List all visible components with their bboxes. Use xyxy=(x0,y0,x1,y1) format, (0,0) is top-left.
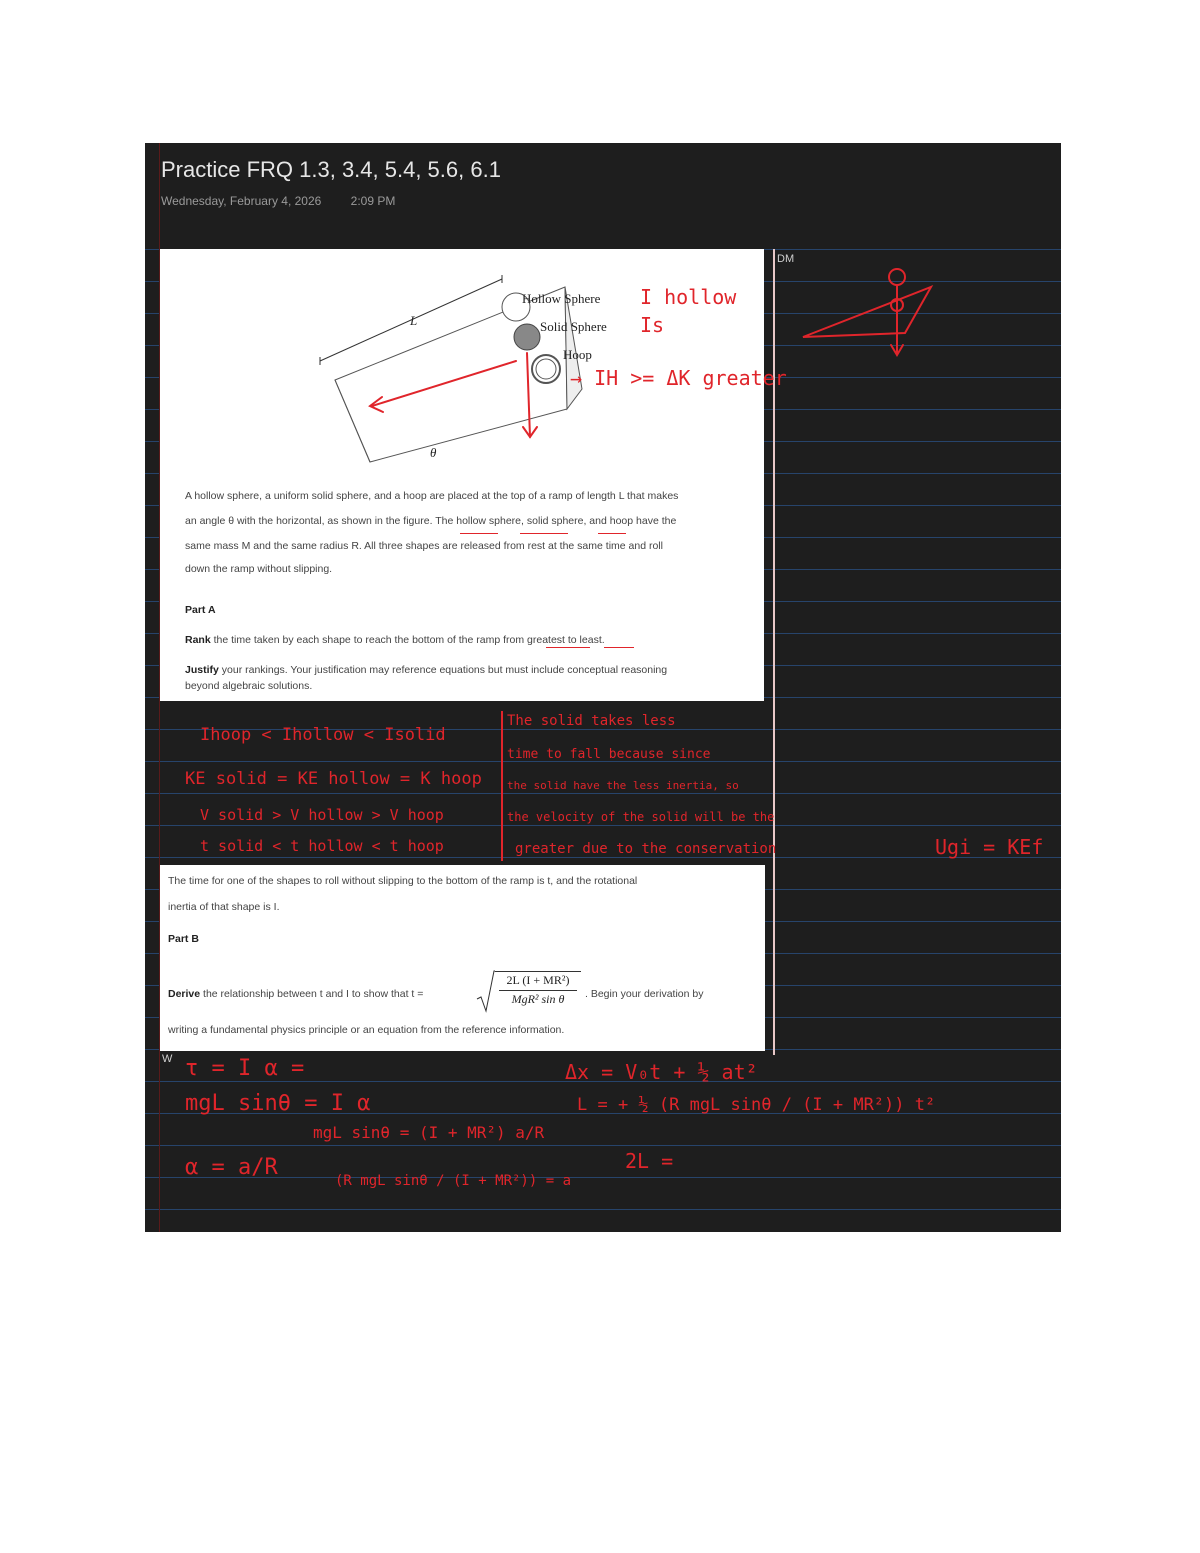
ink-derivation-line[interactable]: mgL sinθ = I α xyxy=(185,1091,371,1116)
derive-tail: . Begin your derivation by xyxy=(585,988,704,1000)
w-tag: W xyxy=(162,1053,173,1065)
derive-instruction-2: writing a fundamental physics principle or an equation from the reference information. xyxy=(168,1024,565,1036)
angle-label: θ xyxy=(430,445,437,460)
length-label: L xyxy=(410,313,418,328)
hollow-sphere-label: Hollow Sphere xyxy=(522,291,601,306)
ink-underline xyxy=(546,647,590,648)
ink-underline xyxy=(460,533,498,534)
part-a-heading: Part A xyxy=(185,604,216,616)
page-title[interactable]: Practice FRQ 1.3, 3.4, 5.4, 5.6, 6.1 xyxy=(161,157,501,182)
page-date: Wednesday, February 4, 2026 xyxy=(161,194,322,208)
ink-derivation-line[interactable]: L = + ½ (R mgL sinθ / (I + MR²)) t² xyxy=(577,1095,936,1115)
ink-ranking-line[interactable]: KE solid = KE hollow = K hoop xyxy=(185,769,482,789)
rank-instruction xyxy=(185,628,605,653)
ink-ranking-line[interactable]: Ihoop < Ihollow < Isolid xyxy=(200,725,446,745)
ink-justification-line[interactable]: time to fall because since xyxy=(507,747,711,762)
problem-intro-line: an angle θ with the horizontal, as shown in the figure. The hollow sphere, solid sphere, and hoop have the xyxy=(185,515,677,527)
problem-intro-line: down the ramp without slipping. xyxy=(185,563,333,575)
ink-gravity-arrow xyxy=(527,353,530,437)
ink-ranking-line[interactable]: V solid > V hollow > V hoop xyxy=(200,806,444,824)
formula-numerator: 2L (I + MR²) xyxy=(506,973,570,987)
part-b-intro-line: inertia of that shape is I. xyxy=(168,901,280,913)
ink-derivation-line[interactable]: (R mgL sinθ / (I + MR²)) = a xyxy=(335,1173,572,1189)
ruled-line xyxy=(145,793,1061,794)
ink-derivation-line[interactable]: 2L = xyxy=(625,1149,674,1173)
ink-derivation-line[interactable]: mgL sinθ = (I + MR²) a/R xyxy=(313,1123,545,1142)
ink-justification-line[interactable]: the velocity of the solid will be the xyxy=(507,810,775,824)
formula-denominator: MgR² sin θ xyxy=(511,992,565,1006)
solid-sphere-shape xyxy=(514,324,540,350)
ink-derivation-line[interactable]: α = a/R xyxy=(185,1155,278,1180)
sqrt-bar xyxy=(495,971,581,972)
ink-ranking-line[interactable]: t solid < t hollow < t hoop xyxy=(200,837,444,855)
ink-side-note[interactable]: → IH >= ΔK greater xyxy=(570,366,787,390)
solid-sphere-label: Solid Sphere xyxy=(540,319,607,334)
ink-derivation-line[interactable]: Δx = V₀t + ½ at² xyxy=(565,1060,758,1084)
derive-instruction xyxy=(168,982,423,1007)
problem-intro-line: A hollow sphere, a uniform solid sphere, and a hoop are placed at the top of a ramp of length L that makes xyxy=(185,490,679,502)
rank-text: the time taken by each shape to reach the bottom of the ramp from greatest to least. xyxy=(210,634,605,646)
t-formula xyxy=(475,969,583,1013)
problem-card[interactable] xyxy=(160,249,764,701)
derive-bold: Derive xyxy=(168,988,201,1000)
ink-underline xyxy=(520,533,568,534)
ink-side-note[interactable]: Is xyxy=(640,313,665,337)
ink-sketch-incline xyxy=(795,263,945,363)
page-datetime xyxy=(161,194,421,208)
justify-text: your rankings. Your justification may reference equations but must include conceptual reasoning xyxy=(218,664,668,676)
ink-underline xyxy=(598,533,626,534)
ink-derivation-line[interactable]: τ = I α = xyxy=(185,1056,305,1081)
hoop-label: Hoop xyxy=(563,347,592,362)
ink-justification-line[interactable]: Ugi = KEf xyxy=(935,835,1044,859)
ruled-line xyxy=(145,857,1061,858)
ruled-line xyxy=(145,825,1061,826)
justify-instruction-2: beyond algebraic solutions. xyxy=(185,680,313,692)
justify-bold: Justify xyxy=(185,664,219,676)
problem-intro-line: same mass M and the same radius R. All three shapes are released from rest at the same time and roll xyxy=(185,540,663,552)
ink-underline xyxy=(604,647,634,648)
ruled-line xyxy=(145,1209,1061,1210)
ramp-front-edge xyxy=(335,380,370,462)
hoop-inner xyxy=(536,359,556,379)
ink-justification-line[interactable]: greater due to the conservation xyxy=(515,841,777,857)
ramp-figure xyxy=(160,249,764,469)
ink-side-note[interactable]: I hollow xyxy=(640,285,737,309)
ink-separator xyxy=(501,711,503,861)
derive-text: the relationship between t and I to show that t = xyxy=(200,988,424,1000)
dm-tag: DM xyxy=(777,253,795,265)
ruled-line xyxy=(145,1177,1061,1178)
page-time: 2:09 PM xyxy=(350,194,396,208)
rank-bold: Rank xyxy=(185,634,211,646)
ink-justification-line[interactable]: The solid takes less xyxy=(507,713,676,729)
ink-justification-line[interactable]: the solid have the less inertia, so xyxy=(507,779,739,792)
fraction-bar xyxy=(499,990,577,991)
part-b-heading: Part B xyxy=(168,933,199,945)
sqrt-sign xyxy=(475,969,495,1013)
onenote-page xyxy=(145,143,1061,1232)
part-b-intro-line: The time for one of the shapes to roll without slipping to the bottom of the ramp is t, and the rotational xyxy=(168,875,638,887)
ruled-line xyxy=(145,1145,1061,1146)
ink-ramp-arrow xyxy=(372,361,516,406)
part-b-card[interactable] xyxy=(160,865,765,1051)
